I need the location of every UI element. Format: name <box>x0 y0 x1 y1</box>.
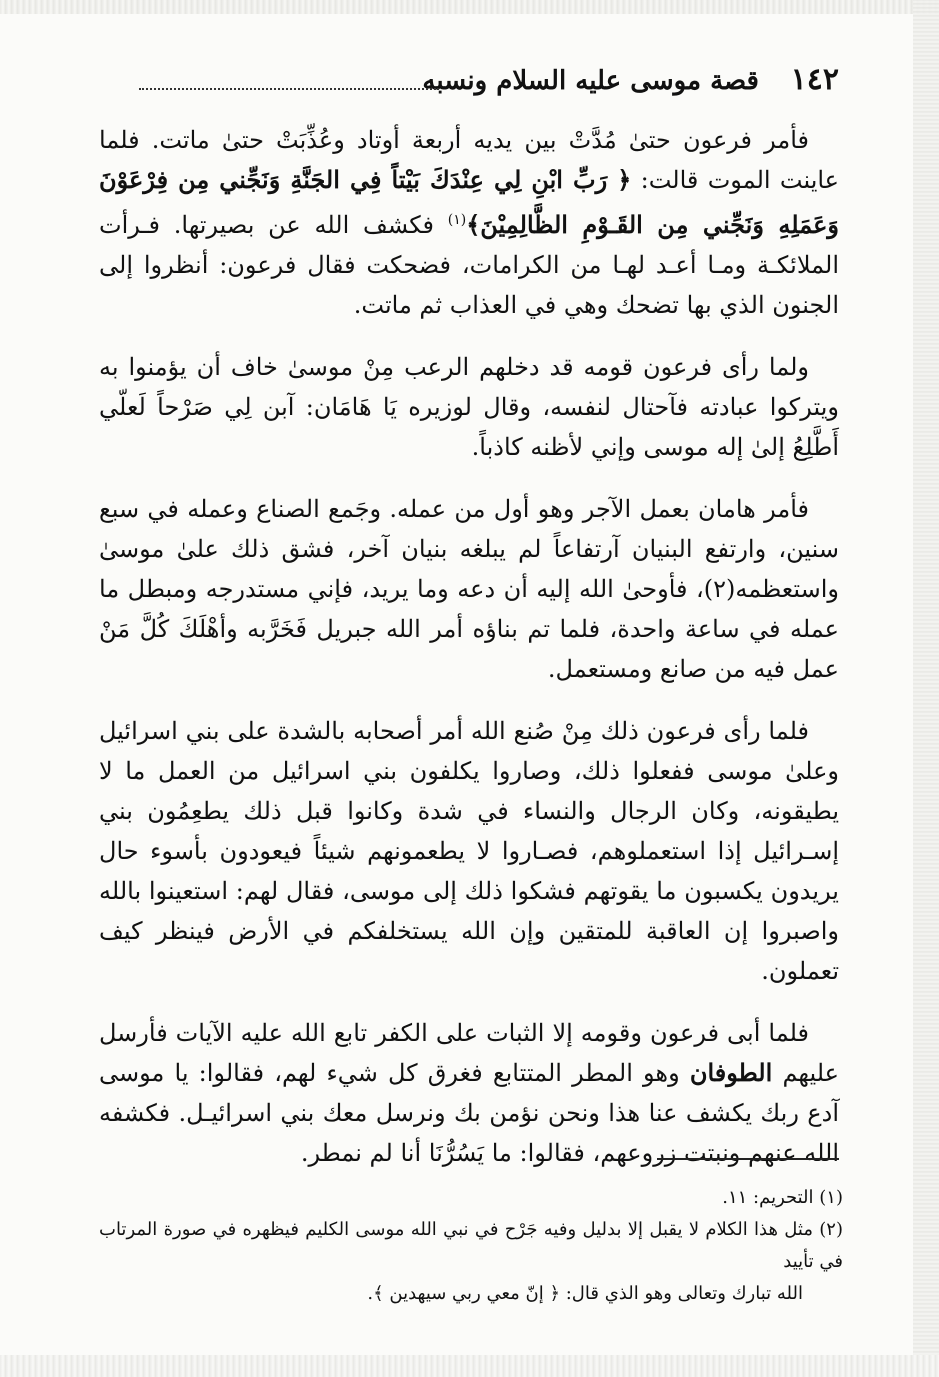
footnotes <box>99 1182 843 1310</box>
page-number: ١٤٢ <box>790 62 839 97</box>
footnote-2: (٢) مثل هذا الكلام لا يقبل إلا بدليل وفيه جَرْح في نبي الله موسى الكليم فيظهره في صورة المرتاب في تأييد <box>99 1219 843 1272</box>
main-text <box>99 120 839 1195</box>
bold-term: الطوفان <box>689 1058 773 1087</box>
running-title: قصة موسى عليه السلام ونسبه <box>422 66 759 96</box>
scan-edge-bottom <box>0 1355 939 1377</box>
footnote-mark-1: (١) <box>447 212 467 228</box>
paragraph-5-text-start: فلما أبى فرعون وقومه إلا الثبات على الكفر تابع الله عليه الآيات فأرسل عليهم <box>99 1019 839 1087</box>
footnote-2-continuation: الله تبارك وتعالى وهو الذي قال: ﴿ إنّ معي ربي سيهدين ﴾. <box>367 1283 803 1304</box>
paragraph-5 <box>99 1013 839 1173</box>
page-header <box>99 62 839 108</box>
paragraph-1 <box>99 120 839 325</box>
paragraph-2: ولما رأى فرعون قومه قد دخلهم الرعب مِنْ موسىٰ خاف أن يؤمنوا به ويتركوا عبادته فآحتال لنفسه، وقال لوزيره يَا هَامَان: آبن لِي صَرْحاً لَعلّي أَطَّلِعُ إلىٰ إله موسى وإني لأظنه كاذباً. <box>99 353 839 461</box>
footnote-1: (١) التحريم: ١١. <box>722 1187 843 1208</box>
header-dotted-leader <box>139 88 439 90</box>
quran-verse: ﴿ رَبِّ ابْنِ لِي عِنْدَكَ بَيْتاً فِي الجَنَّةِ وَنَجِّني مِن فِرْعَوْنَ وَعَمَلِهِ وَنَجِّني مِن القَـوْمِ الظَّالِمِيْنَ﴾ <box>99 165 839 239</box>
paragraph-4: فلما رأى فرعون ذلك مِنْ صُنع الله أمر أصحابه بالشدة على بني اسرائيل وعلىٰ موسى ففعلوا ذلك، وصاروا يكلفون بني اسرائيل من العمل ما لا يطيقونه، وكان الرجال والنساء في شدة وكانوا قبل ذلك يطعِمُون بني إسـرائيل إذا استعملوهم، فصـاروا لا يطعمونهم شيئاً فيعودون بأسوء حال يريدون يكسبون ما يقوتهم فشكوا ذلك إلى موسى، فقال لهم: استعينوا بالله واصبروا إن العاقبة للمتقين وإن الله يستخلفكم في الأرض فينظر كيف تعملون. <box>99 717 839 985</box>
paragraph-5-text-end: وهو المطر المتتابع فغرق كل شيء لهم، فقالوا: يا موسى آدع ربك يكشف عنا هذا ونحن نؤمن بك ونرسل معك بني اسرائيـل. فكشفه الله عنهم ونبتت زروعهم، فقالوا: ما يَسُرُّنَا أنا لم نمطر. <box>99 1059 839 1167</box>
paragraph-1-text-start: فأمر فرعون حتىٰ مُدَّتْ بين يديه أربعة أوتاد وعُذِّبَتْ حتىٰ ماتت. فلما عاينت الموت قالت: <box>99 126 840 194</box>
scan-edge-right <box>913 0 939 1377</box>
paragraph-1-text-end: فكشف الله عن بصيرتها. فـرأت الملائكـة ومـا أعـد لهـا من الكرامات، فضحكت فقال فرعون: أنظروا إلى الجنون الذي بها تضحك وهي في العذاب ثم ماتت. <box>99 211 839 319</box>
scan-edge-top <box>0 0 939 14</box>
paragraph-3: فأمر هامان بعمل الآجر وهو أول من عمله. وجَمع الصناع وعمله في سبع سنين، وارتفع البنيان آرتفاعاً لم يبلغه بنيان آخر، فشق ذلك علىٰ موسىٰ واستعظمه(٢)، فأوحىٰ الله إليه أن دعه وما يريد، فإني مستدرجه ومبطل ما عمله في ساعة واحدة، فلما تم بناؤه أمر الله جبريل فَخَرَّبه وأهْلَكَ كُلَّ مَنْ عمل فيه من صانع ومستعمل. <box>99 495 839 683</box>
footnote-separator <box>657 1158 839 1160</box>
